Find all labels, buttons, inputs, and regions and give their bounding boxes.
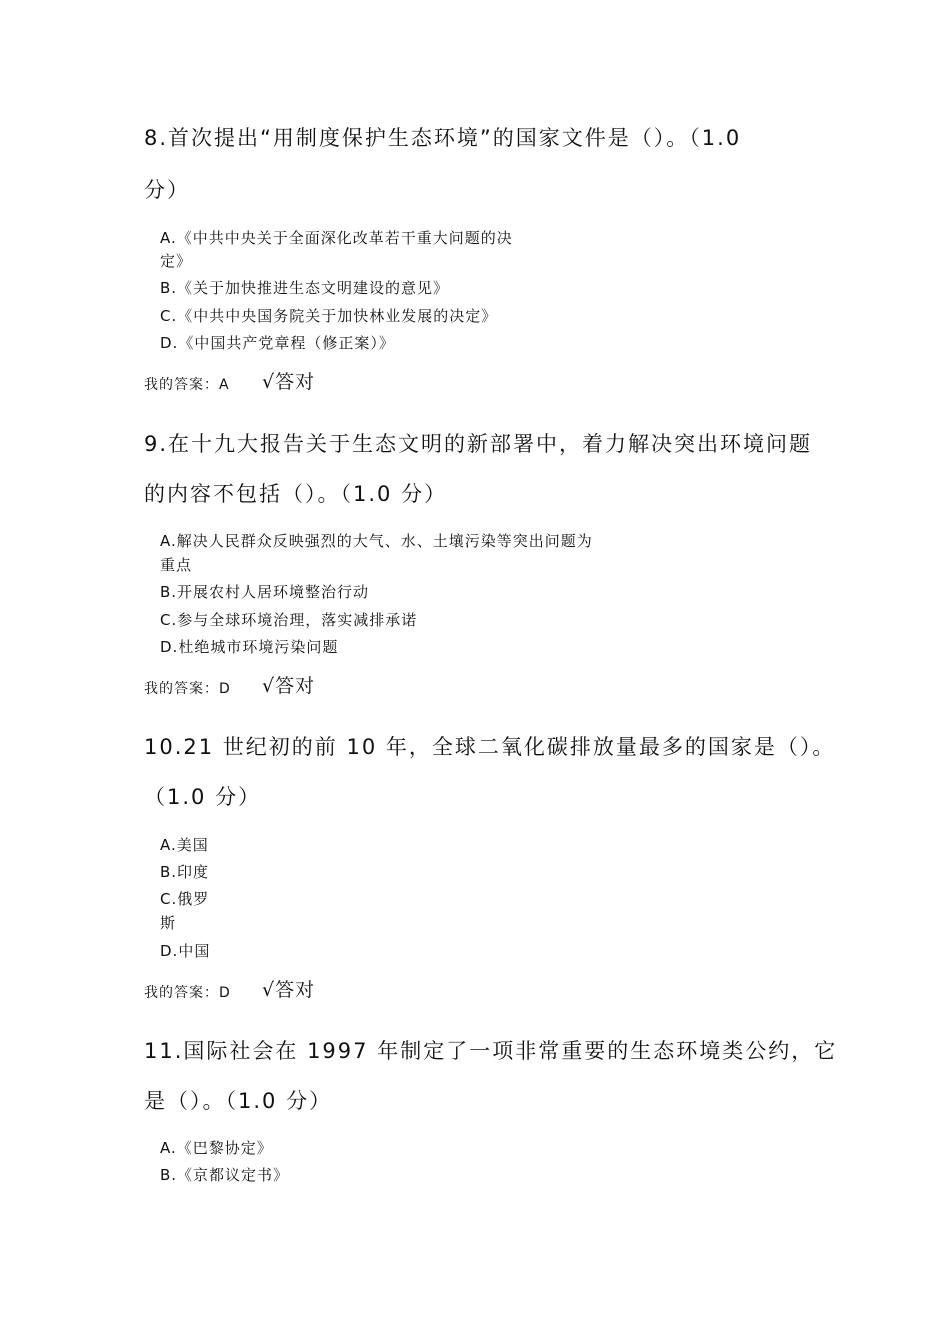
question-10-text-line-2: （1.0 分） <box>144 785 262 809</box>
question-8-text-line-2: 分） <box>144 178 190 202</box>
question-9-text-line-2: 的内容不包括（）。（1.0 分） <box>144 482 448 506</box>
question-8-answer: 我的答案：A <box>144 377 230 393</box>
question-10-option-a: A.美国 <box>160 836 209 854</box>
question-9-option-d: D.杜绝城市环境污染问题 <box>160 638 339 656</box>
question-10-text-line-1: 10.21 世纪初的前 10 年，全球二氧化碳排放量最多的国家是（）。 <box>144 735 836 759</box>
question-11-option-a: A.《巴黎协定》 <box>160 1139 273 1157</box>
question-8-text-line-1: 8.首次提出“用制度保护生态环境”的国家文件是（）。（1.0 <box>144 126 742 150</box>
question-9-answer: 我的答案：D <box>144 681 231 697</box>
question-10-answer: 我的答案：D <box>144 985 231 1001</box>
question-8-option-c: C.《中共中央国务院关于加快林业发展的决定》 <box>160 307 498 325</box>
question-8-option-a-cont: 定》 <box>160 252 193 270</box>
question-9-option-b: B.开展农村人居环境整治行动 <box>160 583 370 601</box>
question-9-text-line-1: 9.在十九大报告关于生态文明的新部署中，着力解决突出环境问题 <box>144 432 813 456</box>
question-8-result: √答对 <box>262 371 316 393</box>
question-11-text-line-2: 是（）。（1.0 分） <box>144 1089 333 1113</box>
question-8-option-b: B.《关于加快推进生态文明建设的意见》 <box>160 279 450 297</box>
question-10-option-d: D.中国 <box>160 942 211 960</box>
question-10-option-c: C.俄罗 <box>160 890 210 908</box>
question-9-option-a: A.解决人民群众反映强烈的大气、水、土壤污染等突出问题为 <box>160 532 593 550</box>
question-11-option-b: B.《京都议定书》 <box>160 1166 290 1184</box>
question-9-result: √答对 <box>262 675 316 697</box>
question-10-option-c-cont: 斯 <box>160 914 177 932</box>
question-8-option-a: A.《中共中央关于全面深化改革若干重大问题的决 <box>160 229 513 247</box>
question-10-option-b: B.印度 <box>160 863 210 881</box>
question-9-option-c: C.参与全球环境治理，落实减排承诺 <box>160 611 418 629</box>
question-11-text-line-1: 11.国际社会在 1997 年制定了一项非常重要的生态环境类公约，它 <box>144 1039 838 1063</box>
question-8-option-d: D.《中国共产党章程（修正案）》 <box>160 334 395 352</box>
question-9-option-a-cont: 重点 <box>160 556 193 574</box>
question-10-result: √答对 <box>262 979 316 1001</box>
